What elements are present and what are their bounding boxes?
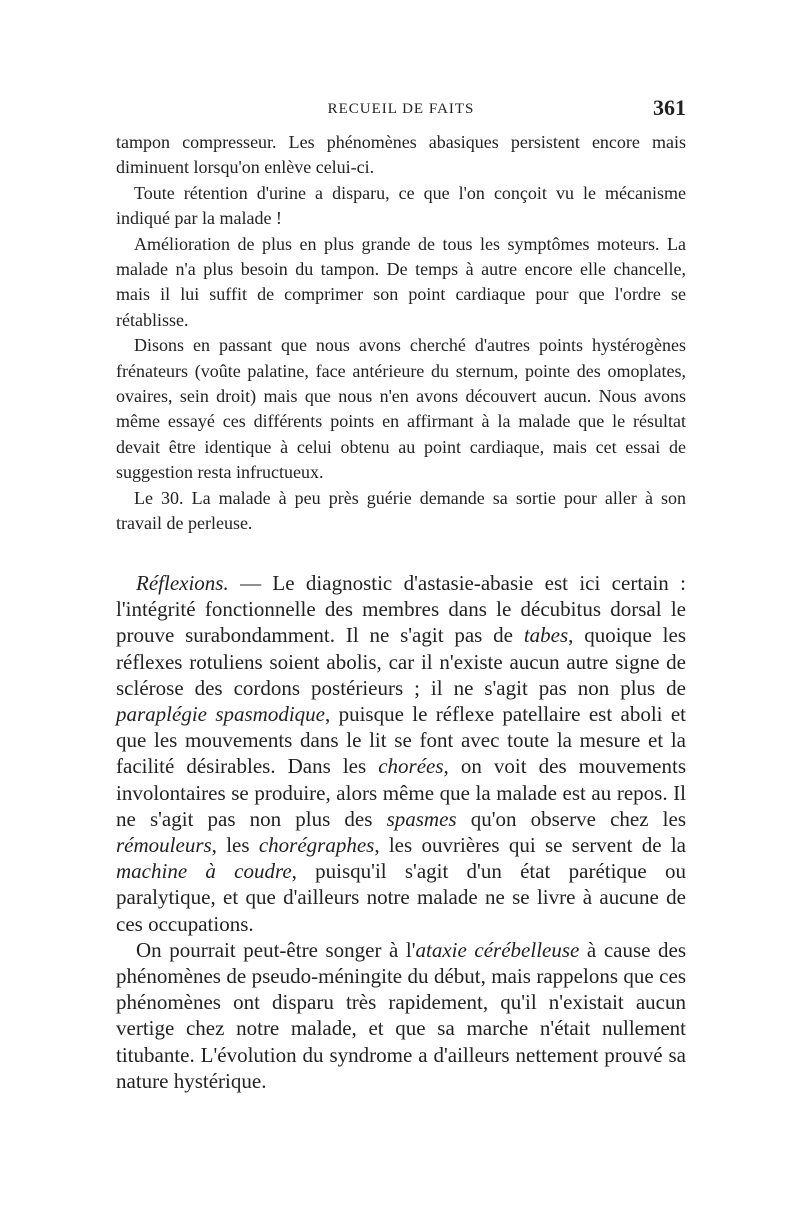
reflexions-paragraph: [116, 937, 686, 1094]
running-head: [116, 95, 686, 125]
text-run: , quoique les réflexes rotuliens soient abolis, car il n'existe aucun autre signe de sclérose des cordons postérieurs ; il ne s'agit pas non plus de: [116, 623, 687, 700]
italic-term: paraplégie spasmodique: [116, 702, 325, 727]
italic-term: tabes: [523, 623, 569, 648]
italic-term: spasmes: [386, 806, 457, 831]
reflexions-paragraph: [116, 570, 686, 937]
case-paragraph: Disons en passant que nous avons cherché d'autres points hystérogènes frénateurs (voûte palatine, face antérieure du sternum, pointe des omoplates, ovaires, sein droit) mais que nous n'en avons découvert aucun. Nous avons même essayé ces différents points en affirmant à la malade que le résultat devait être identique à celui obtenu au point cardiaque, mais cet essai de suggestion resta infructueux.: [116, 335, 686, 483]
case-paragraph: Toute rétention d'urine a disparu, ce que l'on conçoit vu le mécanisme indiqué par la malade !: [116, 182, 686, 229]
italic-term: chorégraphes: [258, 833, 375, 858]
text-run: qu'on observe chez les: [456, 806, 686, 831]
text-run: à cause des phénomènes de pseudo-méningite du début, mais rappelons que ces phénomènes ont disparu très rapidement, qu'il n'existait aucun vertige chez notre malade, et que sa marche n'était nullement titubante. L'évolution du syndrome a d'ailleurs nettement prouvé sa nature hystérique.: [116, 937, 687, 1093]
case-paragraph: tampon compresseur. Les phénomènes abasiques persistent encore mais diminuent lorsqu'on enlève celui-ci.: [116, 132, 686, 178]
text-run: , les: [211, 833, 259, 858]
text-run: On pourrait peut-être songer à l': [136, 937, 416, 962]
case-notes-section: [116, 130, 686, 537]
text-run: , on voit des mouvements involontaires se produire, alors même que la malade est au repos. Il ne s'agit pas non plus des: [116, 754, 687, 831]
case-paragraph: Le 30. La malade à peu près guérie demande sa sortie pour aller à son travail de perleuse.: [116, 487, 686, 534]
text-run: , puisque le réflexe patellaire est aboli et que les mouvements dans le lit se font avec toute la mesure et la facilité désirables. Dans les: [116, 702, 686, 779]
text-run: , puisqu'il s'agit d'un état parétique ou paralytique, et que d'ailleurs notre malade ne se livre à aucune de ces occupations.: [116, 859, 686, 936]
reflexions-heading: Réflexions.: [136, 571, 229, 595]
reflexions-section: [116, 570, 686, 1094]
italic-term: ataxie cérébelleuse: [415, 937, 580, 962]
text-run: , les ouvrières qui se servent de la: [374, 833, 686, 858]
text-run: — Le diagnostic d'astasie-abasie est ici certain : l'intégrité fonctionnelle des membres dans le décubitus dorsal le prouve surabondamment. Il ne s'agit pas de: [116, 571, 686, 648]
page-number: 361: [653, 95, 686, 120]
italic-term: chorées: [378, 754, 444, 779]
italic-term: rémouleurs: [116, 833, 212, 858]
italic-term: machine à coudre: [116, 859, 292, 884]
case-paragraph: Amélioration de plus en plus grande de tous les symptômes moteurs. La malade n'a plus besoin du tampon. De temps à autre encore elle chancelle, mais il lui suffit de comprimer son point cardiaque pour que l'ordre se rétablisse.: [116, 233, 686, 330]
running-title: RECUEIL DE FAITS: [327, 101, 475, 117]
